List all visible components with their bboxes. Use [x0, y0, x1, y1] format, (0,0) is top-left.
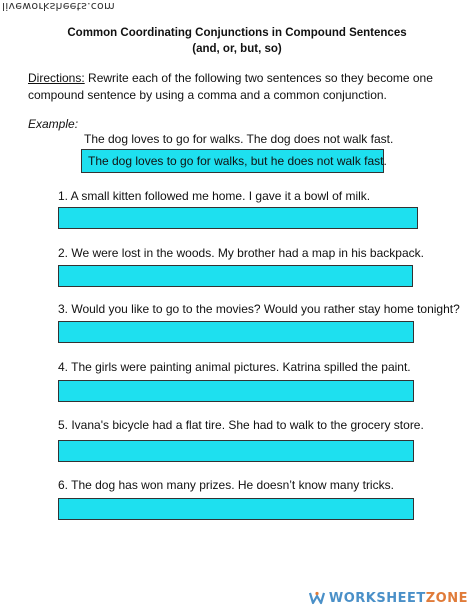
answer-box-2[interactable] [58, 265, 413, 287]
footer-brand-part1: WORKSHEET [328, 590, 426, 606]
watermark: liveworksheets.com [2, 0, 115, 13]
question-2: 2. We were lost in the woods. My brother had a map in his backpack. [58, 246, 424, 260]
question-5: 5. Ivana's bicycle had a flat tire. She had to walk to the grocery store. [58, 418, 424, 432]
answer-box-3[interactable] [58, 321, 414, 343]
question-6: 6. The dog has won many prizes. He doesn’t know many tricks. [58, 478, 394, 492]
example-question: The dog loves to go for walks. The dog does not walk fast. [84, 132, 394, 146]
answer-box-5[interactable] [58, 440, 414, 462]
directions-text: Rewrite each of the following two sentences so they become one compound sentence by using a comma and a common conjunction. [28, 71, 433, 102]
footer-brand-part2: ZONE [425, 590, 468, 606]
question-3: 3. Would you like to go to the movies? Would you rather stay home tonight? [58, 302, 460, 316]
answer-box-4[interactable] [58, 380, 414, 402]
worksheet-title: Common Coordinating Conjunctions in Compound Sentences [67, 27, 407, 39]
question-1: 1. A small kitten followed me home. I gave it a bowl of milk. [58, 189, 371, 203]
worksheetzone-logo-icon [309, 591, 325, 605]
example-answer-box: The dog loves to go for walks, but he does not walk fast. [81, 149, 384, 173]
worksheetzone-footer [309, 588, 468, 608]
worksheet-subtitle: (and, or, but, so) [192, 43, 282, 55]
answer-box-6[interactable] [58, 498, 414, 520]
directions-label: Directions: [28, 71, 85, 85]
answer-box-1[interactable] [58, 207, 418, 229]
example-label: Example: [28, 117, 79, 131]
question-4: 4. The girls were painting animal pictures. Katrina spilled the paint. [58, 360, 411, 374]
directions [28, 70, 448, 104]
